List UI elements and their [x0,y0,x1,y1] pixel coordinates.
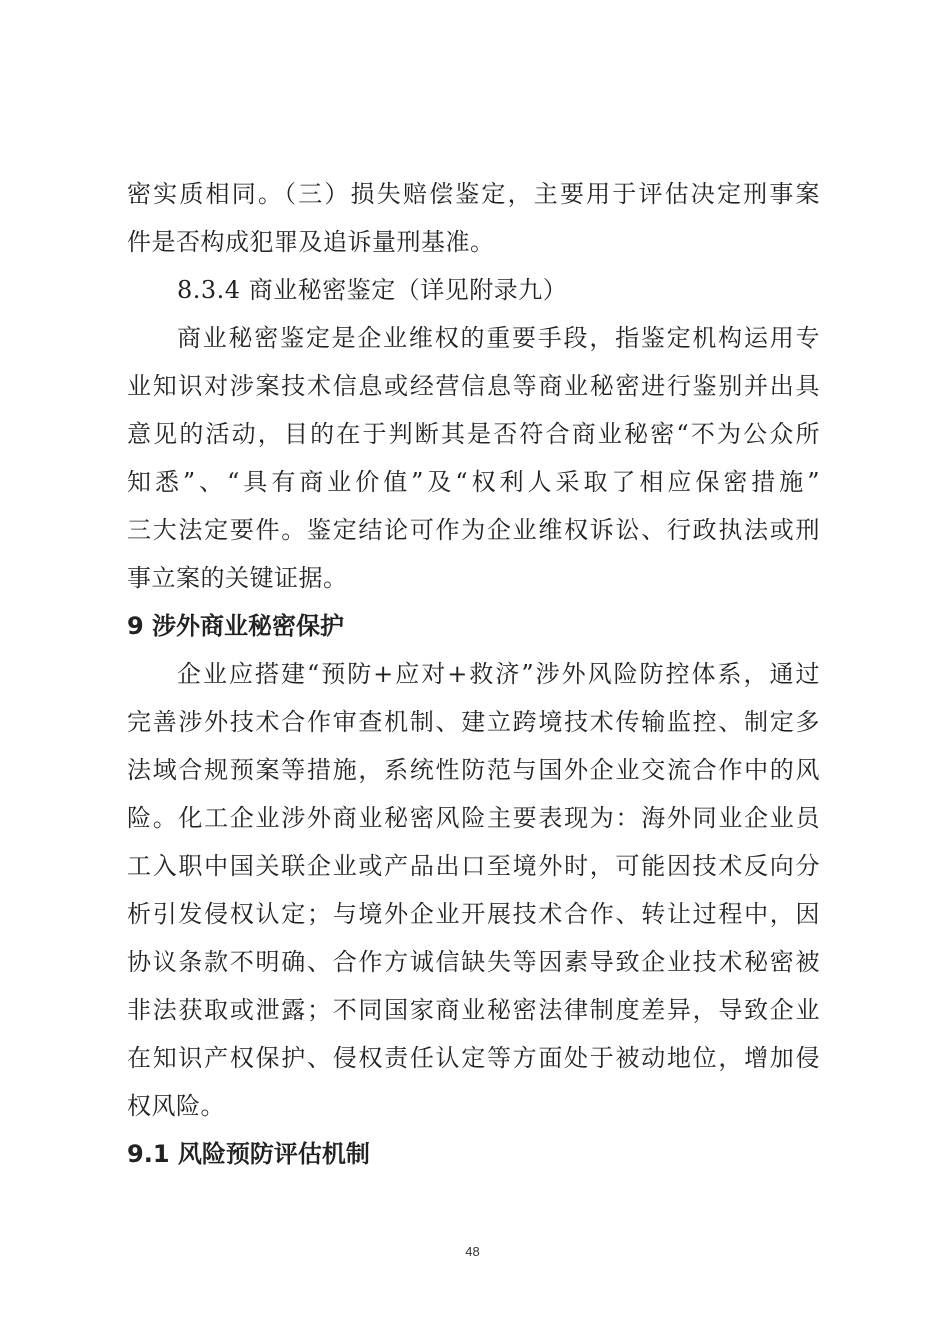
paragraph-line: 完善涉外技术合作审查机制、建立跨境技术传输监控、制定多 [127,708,820,736]
paragraph-line: 事立案的关键证据。 [127,564,348,592]
paragraph-line: 协议条款不明确、合作方诚信缺失等因素导致企业技术秘密被 [127,948,820,976]
section-8-3-4-title: 8.3.4 商业秘密鉴定（详见附录九） [177,276,568,304]
paragraph-line: 知悉”、“具有商业价值”及“权利人采取了相应保密措施” [127,468,820,496]
paragraph-line: 三大法定要件。鉴定结论可作为企业维权诉讼、行政执法或刑 [127,516,820,544]
paragraph-line: 业知识对涉案技术信息或经营信息等商业秘密进行鉴别并出具 [127,372,820,400]
paragraph-line: 险。化工企业涉外商业秘密风险主要表现为：海外同业企业员 [127,804,820,832]
paragraph-damages-assessment [127,170,820,266]
paragraph-line: 件是否构成犯罪及追诉量刑基准。 [127,228,495,256]
paragraph-line: 企业应搭建“预防+应对+救济”涉外风险防控体系，通过 [177,660,820,688]
paragraph-line: 析引发侵权认定；与境外企业开展技术合作、转让过程中，因 [127,900,820,928]
paragraph-line: 密实质相同。（三）损失赔偿鉴定，主要用于评估决定刑事案 [127,180,820,208]
page-number: 48 [465,1244,480,1259]
page-body [127,170,820,1178]
paragraph-line: 权风险。 [127,1092,225,1120]
paragraph-line: 在知识产权保护、侵权责任认定等方面处于被动地位，增加侵 [127,1044,820,1072]
section-9-heading: 9 涉外商业秘密保护 [127,612,345,640]
paragraph-line: 工入职中国关联企业或产品出口至境外时，可能因技术反向分 [127,852,820,880]
paragraph-line: 意见的活动，目的在于判断其是否符合商业秘密“不为公众所 [127,420,820,448]
paragraph-foreign-risk [127,650,820,1130]
paragraph-line: 商业秘密鉴定是企业维权的重要手段，指鉴定机构运用专 [177,324,820,352]
paragraph-trade-secret-appraisal [127,314,820,602]
paragraph-line: 非法获取或泄露；不同国家商业秘密法律制度差异，导致企业 [127,996,820,1024]
section-9-1-heading: 9.1 风险预防评估机制 [127,1140,370,1168]
paragraph-line: 法域合规预案等措施，系统性防范与国外企业交流合作中的风 [127,756,820,784]
